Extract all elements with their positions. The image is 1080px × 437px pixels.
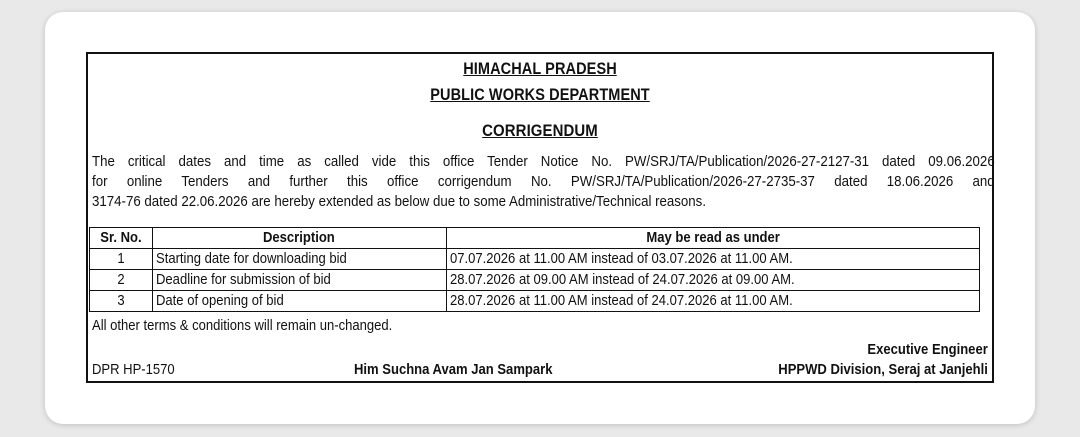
publisher-name: Him Suchna Avam Jan Sampark [354, 362, 553, 378]
corrigendum-notice [86, 52, 994, 383]
notice-body [92, 152, 995, 212]
table-cell: 3 [90, 291, 153, 312]
column-header: May be read as under [446, 228, 979, 249]
notice-body-line: for online Tenders and further this office corrigendum No. PW/SRJ/TA/Publication/2026-27-2735-37 dated 18.06.2026 and [92, 173, 995, 190]
dates-table [89, 227, 980, 312]
department-heading: PUBLIC WORKS DEPARTMENT [430, 86, 650, 104]
table-row [90, 270, 980, 291]
table-cell: 2 [90, 270, 153, 291]
table-cell: 28.07.2026 at 11.00 AM instead of 24.07.2026 at 11.00 AM. [446, 291, 979, 312]
terms-note: All other terms & conditions will remain un-changed. [92, 318, 393, 334]
notice-body-line: 3174-76 dated 22.06.2026 are hereby extended as below due to some Administrative/Technical reasons. [92, 193, 707, 210]
table-cell: 1 [90, 249, 153, 270]
table-row [90, 291, 980, 312]
table-cell: 07.07.2026 at 11.00 AM instead of 03.07.2026 at 11.00 AM. [446, 249, 979, 270]
notice-body-line: The critical dates and time as called vide this office Tender Notice No. PW/SRJ/TA/Publication/2026-27-2127-31 dated 09.06.2026 [92, 153, 995, 170]
signatory-office: HPPWD Division, Seraj at Janjehli [778, 362, 988, 378]
state-heading: HIMACHAL PRADESH [463, 60, 617, 78]
signatory-designation: Executive Engineer [867, 342, 988, 358]
table-cell: Date of opening of bid [152, 291, 446, 312]
notice-title: CORRIGENDUM [482, 121, 598, 140]
table-row [90, 249, 980, 270]
column-header: Description [152, 228, 446, 249]
column-header: Sr. No. [90, 228, 153, 249]
dpr-number: DPR HP-1570 [92, 362, 175, 378]
table-cell: 28.07.2026 at 09.00 AM instead of 24.07.2026 at 09.00 AM. [446, 270, 979, 291]
table-cell: Starting date for downloading bid [152, 249, 446, 270]
table-header-row [90, 228, 980, 249]
table-cell: Deadline for submission of bid [152, 270, 446, 291]
